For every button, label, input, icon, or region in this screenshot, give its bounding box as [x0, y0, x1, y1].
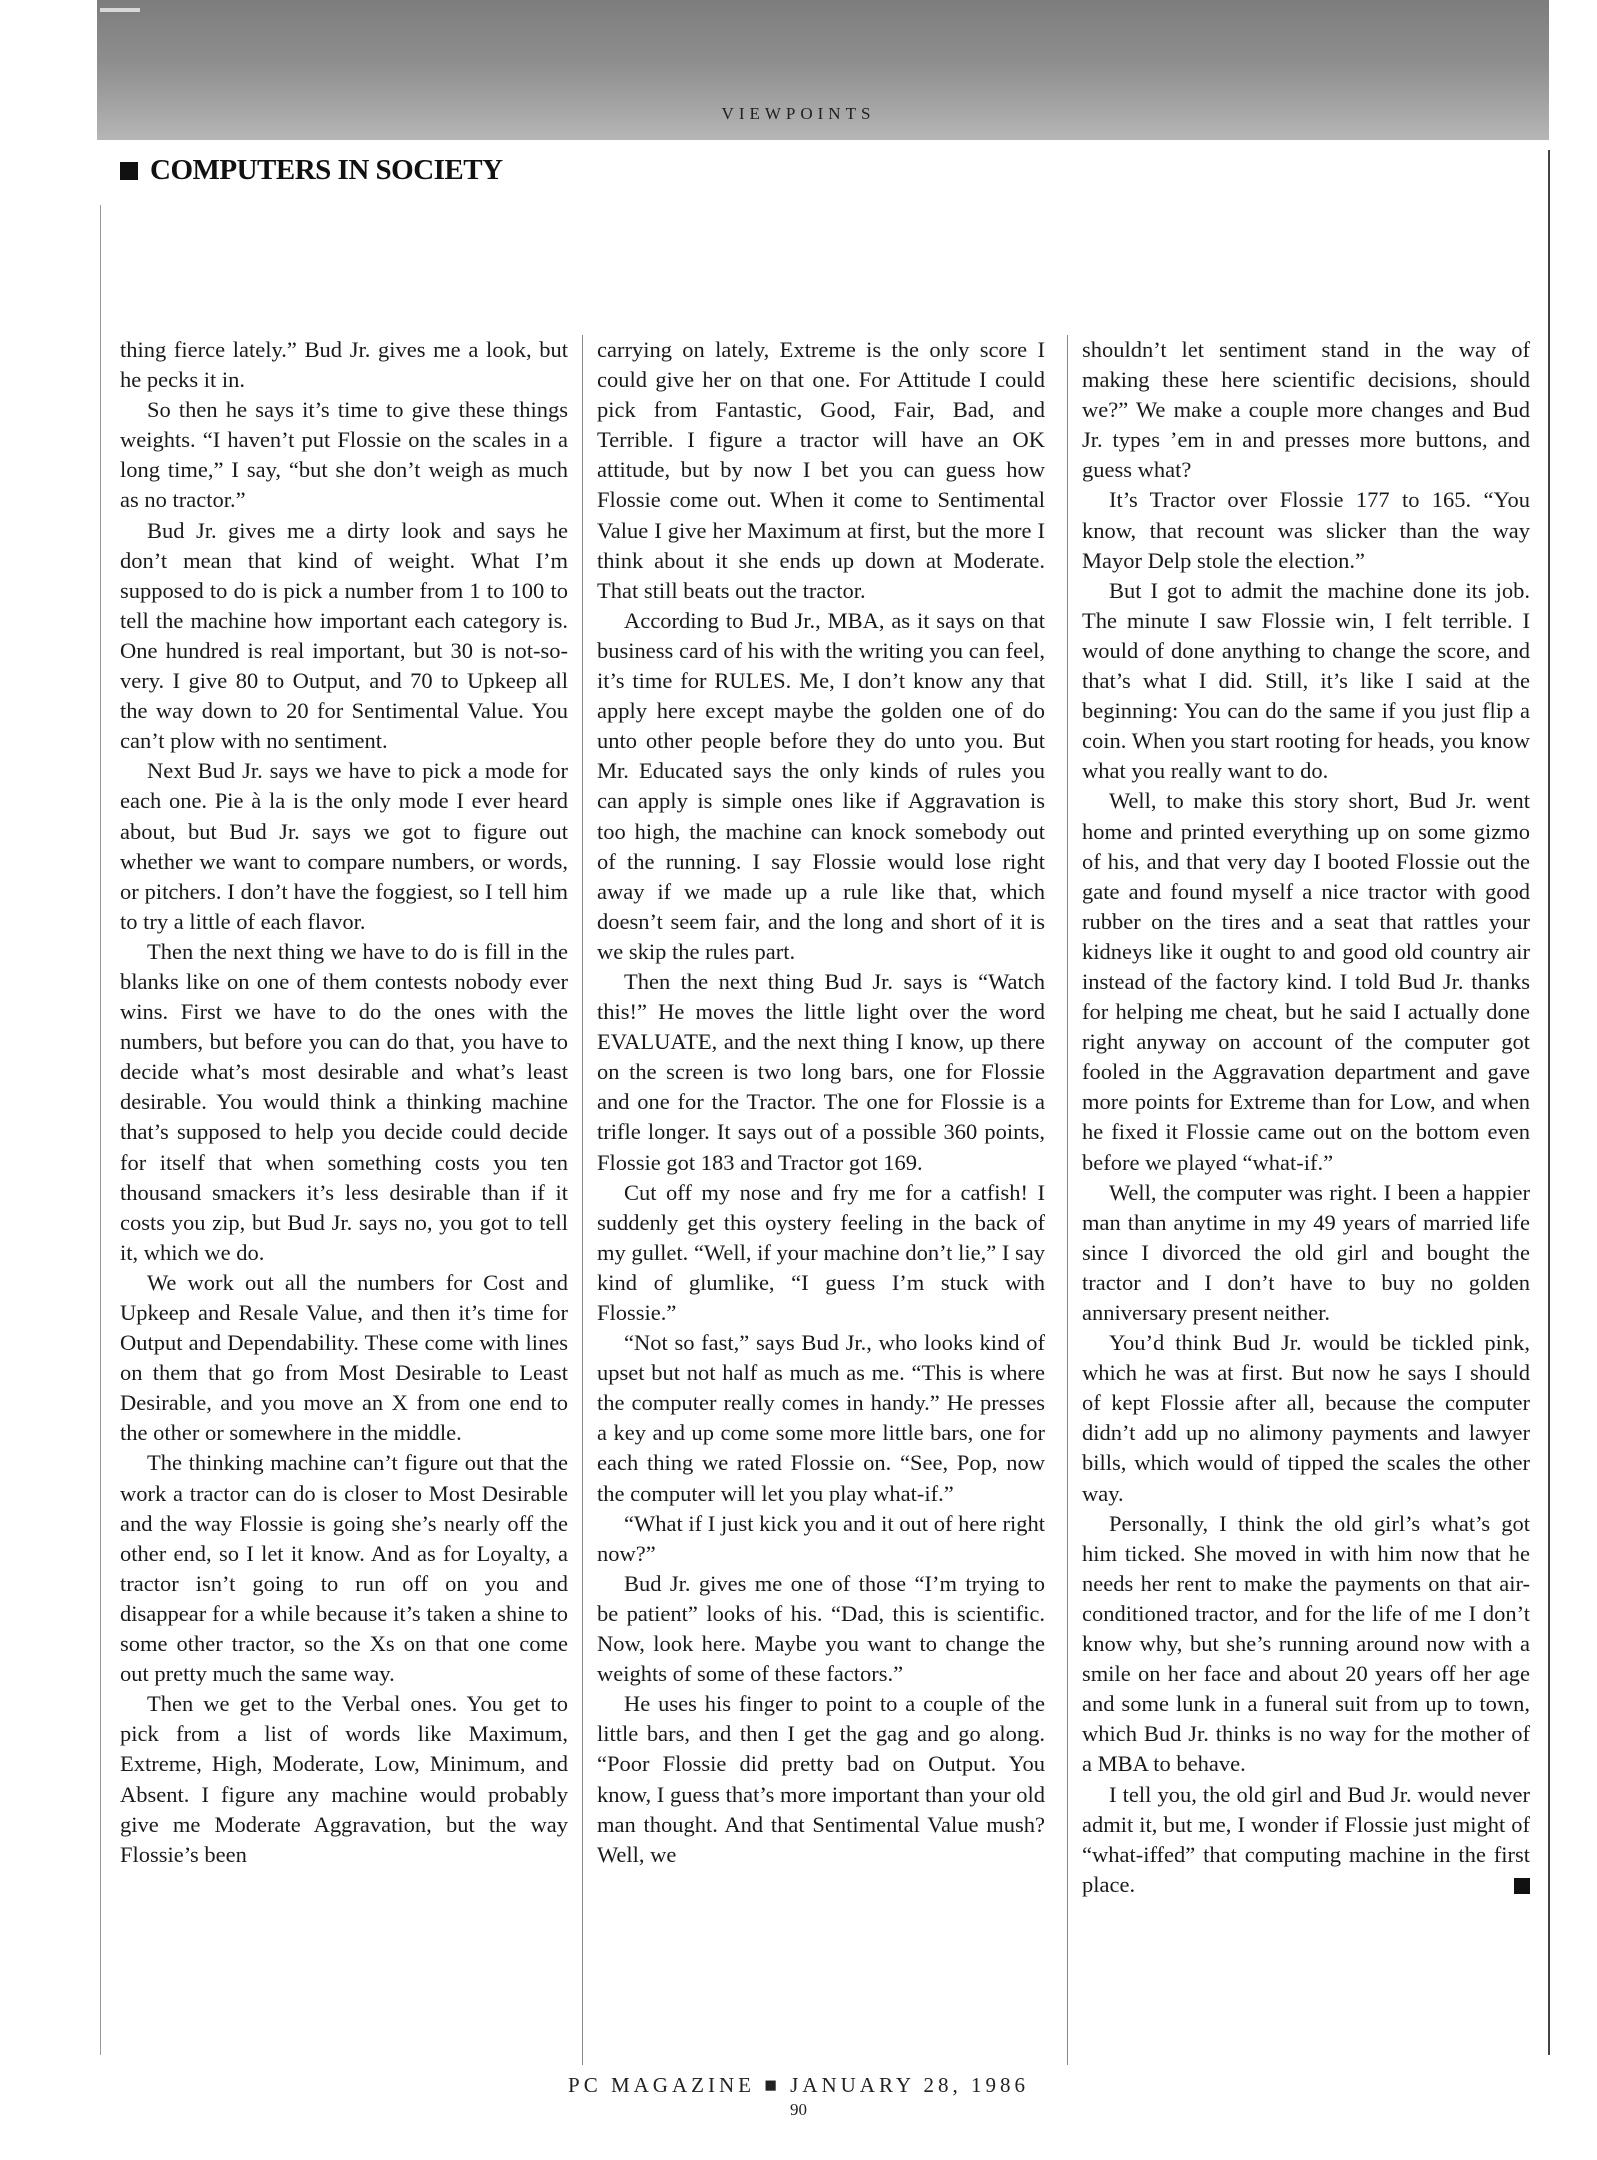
paragraph-text: You’d think Bud Jr. would be tickled pink, which he was at first. But now he says I should of kept Flossie after all, because the computer didn’t add up no alimony payments and lawyer bills, which would of tipped the scales the other way. — [1082, 1330, 1530, 1506]
section-label: VIEWPOINTS — [721, 104, 876, 123]
column-title: COMPUTERS IN SOCIETY — [150, 153, 503, 186]
paragraph-text: The thinking machine can’t figure out that the work a tractor can do is closer to Most Desirable and the way Flossie is going she’s nearly off the other end, so I let it know. And as for Loyalty, a tractor isn’t going to run off on you and disappear for a while because it’s taken a shine to some other tractor, so the Xs on that one come out pretty much the same way. — [120, 1450, 568, 1687]
paragraph — [597, 1569, 1045, 1689]
paragraph-text: Well, to make this story short, Bud Jr. went home and printed everything up on some gizmo of his, and that very day I booted Flossie out the gate and found myself a nice tractor with good rubber on the tires and a seat that rattles your kidneys like it ought to and good old country air instead of the factory kind. I told Bud Jr. thanks for helping me cheat, but he said I actually done right anyway on account of the computer got fooled in the Aggravation department and gave more points for Extreme than for Low, and when he fixed it Flossie came out on the bottom even before we played “what-if.” — [1082, 788, 1530, 1175]
page-rule-left — [100, 205, 101, 2055]
article-title-row — [120, 150, 503, 190]
header-tick — [100, 8, 140, 12]
paragraph-text: Well, the computer was right. I been a happier man than anytime in my 49 years of married life since I divorced the old girl and bought the tractor and I don’t have to buy no golden anniversary present neither. — [1082, 1179, 1530, 1325]
paragraph — [120, 1689, 568, 1870]
paragraph-text: Then the next thing we have to do is fill in the blanks like on one of them contests nobody ever wins. First we have to do the ones with the numbers, but before you can do that, you have to decide what’s most desirable and what’s least desirable. You would think a thinking machine that’s supposed to help you decide could decide for itself that when something costs you ten thousand smackers it’s less desirable than if it costs you zip, but Bud Jr. says no, you got to tell it, which we do. — [120, 938, 568, 1265]
paragraph — [120, 516, 568, 757]
paragraph — [597, 967, 1045, 1178]
paragraph — [1082, 1780, 1530, 1900]
paragraph — [1082, 576, 1530, 787]
end-of-article-icon — [1514, 1878, 1530, 1894]
paragraph-text: Then the next thing Bud Jr. says is “Watch this!” He moves the little light over the word EVALUATE, and the next thing I know, up there on the screen is two long bars, one for Flossie and one for the Tractor. The one for Flossie is a trifle longer. It says out of a possible 360 points, Flossie got 183 and Tractor got 169. — [597, 968, 1045, 1175]
paragraph-text: But I got to admit the machine done its job. The minute I saw Flossie win, I felt terrible. I would of done anything to change the score, and that’s what I did. Still, it’s like I said at the beginning: You can do the same if you just flip a coin. When you start rooting for heads, you know what you really want to do. — [1082, 577, 1530, 784]
paragraph-text: carrying on lately, Extreme is the only score I could give her on that one. For Attitude I could pick from Fantastic, Good, Fair, Bad, and Terrible. I figure a tractor will have an OK attitude, but by now I bet you can guess how Flossie come out. When it come to Sentimental Value I give her Maximum at first, but the more I think about it she ends up down at Moderate. That still beats out the tractor. — [597, 337, 1045, 603]
title-bullet-icon — [120, 162, 138, 180]
paragraph — [597, 606, 1045, 967]
column-3 — [1082, 335, 1530, 2065]
paragraph — [597, 1509, 1045, 1569]
column-divider — [582, 335, 583, 2065]
paragraph — [597, 1328, 1045, 1509]
page-number: 90 — [790, 2100, 807, 2119]
page-rule-right — [1548, 150, 1550, 2055]
paragraph — [597, 1178, 1045, 1328]
paragraph — [120, 395, 568, 515]
paragraph — [120, 1448, 568, 1689]
paragraph-text: According to Bud Jr., MBA, as it says on that business card of his with the writing you can feel, it’s time for RULES. Me, I don’t know any that apply here except maybe the golden one of do unto other people before they do unto you. But Mr. Educated says the only kinds of rules you can apply is simple ones like if Aggravation is too high, the machine can knock somebody out of the running. I say Flossie would lose right away if we made up a rule like that, which doesn’t seem fair, and the long and short of it is we skip the rules part. — [597, 607, 1045, 964]
paragraph-text: I tell you, the old girl and Bud Jr. would never admit it, but me, I wonder if Flossie just might of “what-iffed” that computing machine in the first place. — [1082, 1781, 1530, 1897]
paragraph — [1082, 786, 1530, 1177]
page-footer — [0, 2073, 1597, 2098]
paragraph-text: We work out all the numbers for Cost and Upkeep and Resale Value, and then it’s time for Output and Dependability. These come with lines on them that go from Most Desirable to Least Desirable, and you move an X from one end to the other or somewhere in the middle. — [120, 1269, 568, 1446]
paragraph-text: It’s Tractor over Flossie 177 to 165. “You know, that recount was slicker than the way Mayor Delp stole the election.” — [1082, 487, 1530, 573]
paragraph-text: Bud Jr. gives me a dirty look and says he don’t mean that kind of weight. What I’m supposed to do is pick a number from 1 to 100 to tell the machine how important each category is. One hundred is real important, but 30 is not-so-very. I give 80 to Output, and 70 to Upkeep all the way down to 20 for Sentimental Value. You can’t plow with no sentiment. — [120, 517, 568, 754]
paragraph — [1082, 335, 1530, 485]
paragraph-text: “What if I just kick you and it out of here right now?” — [597, 1510, 1045, 1566]
footer-separator-icon: ■ — [764, 2073, 791, 2097]
article-body — [120, 335, 1535, 2065]
column-divider — [1067, 335, 1068, 2065]
paragraph-text: shouldn’t let sentiment stand in the way of making these here scientific decisions, should we?” We make a couple more changes and Bud Jr. types ’em in and presses more buttons, and guess what? — [1082, 337, 1530, 483]
paragraph-text: Next Bud Jr. says we have to pick a mode for each one. Pie à la is the only mode I ever heard about, but Bud Jr. says we got to figure out whether we want to compare numbers, or words, or pitchers. I don’t have the foggiest, so I tell him to try a little of each flavor. — [120, 758, 568, 934]
paragraph — [120, 937, 568, 1268]
column-2 — [597, 335, 1045, 2065]
paragraph-text: Cut off my nose and fry me for a catfish! I suddenly get this oystery feeling in the back of my gullet. “Well, if your machine don’t lie,” I say kind of glumlike, “I guess I’m stuck with Flossie.” — [597, 1179, 1045, 1325]
footer-date: JANUARY 28, 1986 — [790, 2073, 1029, 2097]
paragraph — [120, 756, 568, 937]
paragraph — [1082, 1509, 1530, 1780]
paragraph — [120, 1268, 568, 1449]
paragraph — [120, 335, 568, 395]
paragraph-text: He uses his finger to point to a couple of the little bars, and then I get the gag and go along. “Poor Flossie did pretty bad on Output. You know, I guess that’s more important than your old man thought. And that Sentimental Value mush? Well, we — [597, 1691, 1045, 1867]
footer-magazine: PC MAGAZINE — [568, 2073, 755, 2097]
column-1 — [120, 335, 568, 2065]
paragraph — [597, 1689, 1045, 1870]
paragraph-text: thing fierce lately.” Bud Jr. gives me a look, but he pecks it in. — [120, 337, 568, 393]
paragraph — [1082, 1328, 1530, 1509]
paragraph — [1082, 1178, 1530, 1328]
paragraph-text: Bud Jr. gives me one of those “I’m trying to be patient” looks of his. “Dad, this is scientific. Now, look here. Maybe you want to change the weights of some of these factors.” — [597, 1570, 1045, 1687]
paragraph — [597, 335, 1045, 606]
paragraph-text: “Not so fast,” says Bud Jr., who looks kind of upset but not half as much as me. “This is where the computer really comes in handy.” He presses a key and up come some more little bars, one for each thing we rated Flossie on. “See, Pop, now the computer will let you play what-if.” — [597, 1330, 1045, 1506]
paragraph-text: Then we get to the Verbal ones. You get to pick from a list of words like Maximum, Extreme, High, Moderate, Low, Minimum, and Absent. I figure any machine would probably give me Moderate Aggravation, but the way Flossie’s been — [120, 1691, 568, 1867]
paragraph-text: Personally, I think the old girl’s what’s got him ticked. She moved in with him now that he needs her rent to make the payments on that air-conditioned tractor, and for the life of me I don’t know why, but she’s running around now with a smile on her face and about 20 years off her age and some lunk in a funeral suit from up to town, which Bud Jr. thinks is no way for the mother of a MBA to behave. — [1082, 1510, 1530, 1777]
paragraph-text: So then he says it’s time to give these things weights. “I haven’t put Flossie on the scales in a long time,” I say, “but she don’t weigh as much as no tractor.” — [120, 397, 568, 513]
paragraph — [1082, 485, 1530, 575]
